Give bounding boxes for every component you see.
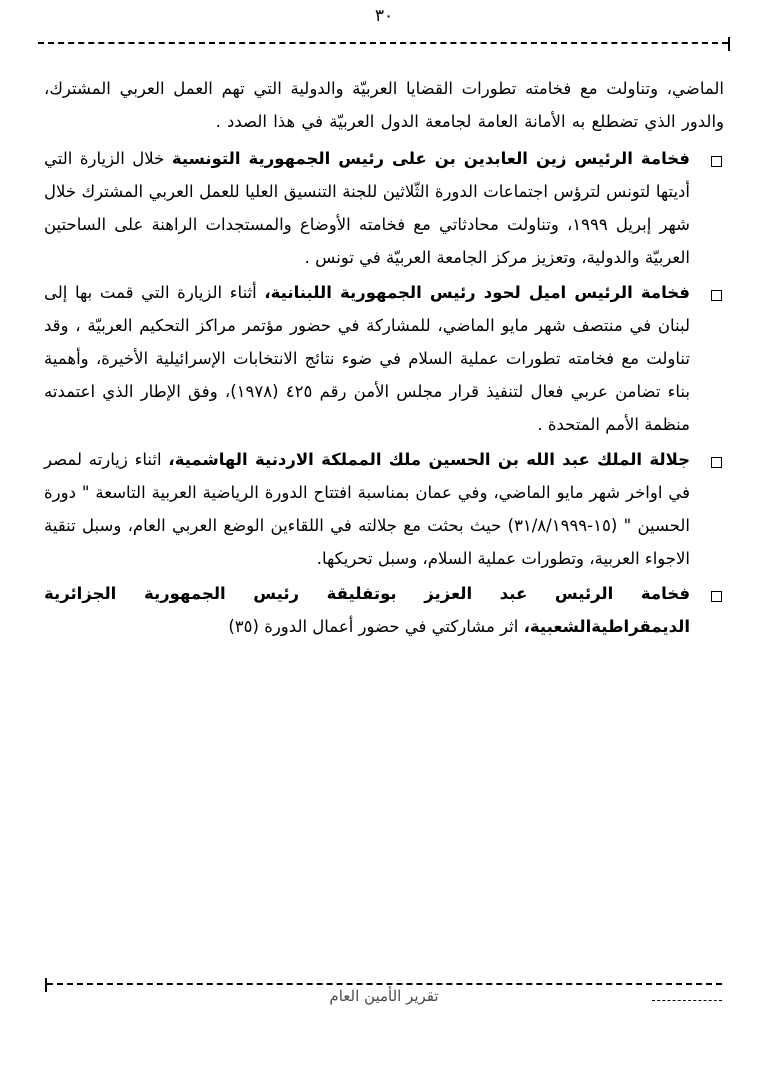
- list-item: [44, 577, 724, 643]
- list-item-body: اثناء زيارته لمصر في اواخر شهر مايو الماضي، وفي عمان بمناسبة افتتاح الدورة الرياضية العربية التاسعة " دورة الحسين " (١٥-٣١/٨/١٩٩٩) حيث بحثت مع جلالته في اللقاءين الوضع العربي العام، وسبل تنقية الاجواء العربية، وتطورات عملية السلام، وسبل تحريكها.: [44, 450, 690, 568]
- header-divider: [38, 42, 728, 44]
- list-item-text: [44, 443, 690, 575]
- page-content: [44, 72, 724, 645]
- list-item: [44, 142, 724, 274]
- list-item-text: [44, 276, 690, 441]
- list-item-heading: فخامة الرئيس اميل لحود رئيس الجمهورية اللبنانية،: [264, 283, 690, 302]
- list-item-heading: فخامة الرئيس عبد العزيز بوتفليقة رئيس الجمهورية الجزائرية الديمقراطيةالشعبية،: [44, 584, 690, 636]
- page-number: ٣٠: [374, 6, 394, 26]
- square-bullet-icon: [711, 156, 722, 167]
- list-item-text: [44, 142, 690, 274]
- footer-note: تقرير الأمين العام: [329, 987, 439, 1005]
- footer-divider: [47, 983, 722, 985]
- square-bullet-icon: [711, 290, 722, 301]
- square-bullet-icon: [711, 457, 722, 468]
- list-item: [44, 443, 724, 575]
- list-item-text: [44, 577, 690, 643]
- list-item-body: أثناء الزيارة التي قمت بها إلى لبنان في منتصف شهر مايو الماضي، للمشاركة في حضور مؤتمر مراكز التحكيم العربيّة ، وقد تناولت مع فخامته تطورات عملية السلام في ضوء نتائج الانتخابات الإسرائيلية الأخيرة، وأهمية بناء تضامن عربي فعال لتنفيذ قرار مجلس الأمن رقم ٤٢٥ (١٩٧٨)، وفق الإطار الذي اعتمدته منظمة الأمم المتحدة .: [44, 283, 691, 434]
- list-item-heading: جلالة الملك عبد الله بن الحسين ملك المملكة الاردنية الهاشمية،: [168, 450, 691, 469]
- list-item-body: خلال الزيارة التي أديتها لتونس لترؤس اجتماعات الدورة الثّلاثين للجنة التنسيق العليا للعمل العربي المشترك خلال شهر إبريل ١٩٩٩، وتناولت محادثاتي مع فخامته الأوضاع والمستجدات الراهنة على الساحتين العربيّة والدولية، وتعزيز مركز الجامعة العربيّة في تونس .: [44, 149, 690, 267]
- list-item-heading: فخامة الرئيس زين العابدين بن على رئيس الجمهورية التونسية: [171, 149, 690, 168]
- opening-paragraph: الماضي، وتناولت مع فخامته تطورات القضايا العربيّة والدولية التي تهم العمل العربي المشترك، والدور الذي تضطلع به الأمانة العامة لجامعة الدول العربيّة في هذا الصدد .: [44, 79, 724, 131]
- list-item: [44, 276, 724, 441]
- list-item-body: اثر مشاركتي في حضور أعمال الدورة (٣٥): [228, 617, 519, 636]
- square-bullet-icon: [711, 591, 722, 602]
